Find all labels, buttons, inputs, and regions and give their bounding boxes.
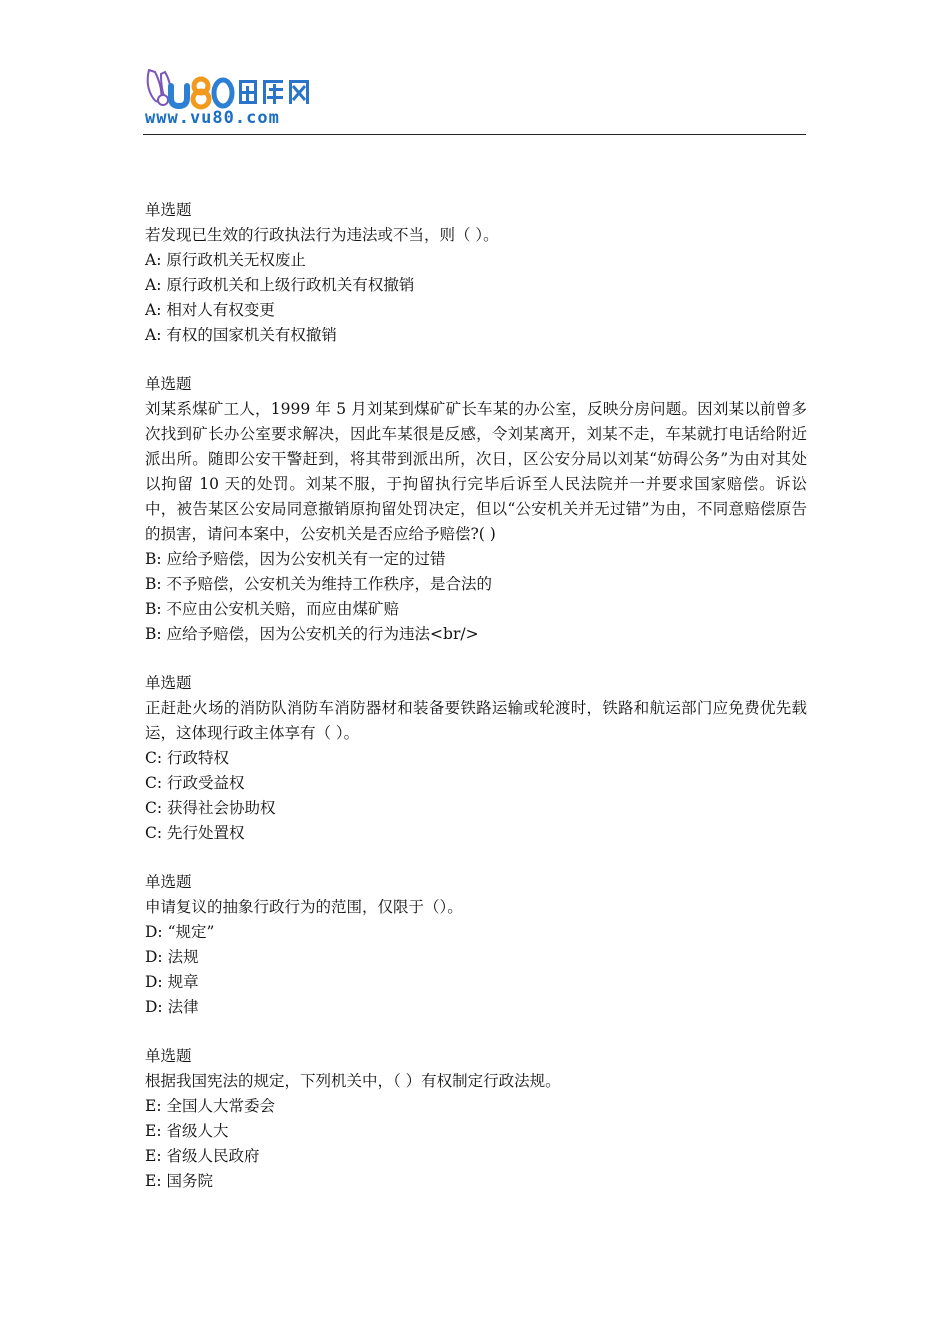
option: C: 行政特权 <box>145 749 230 767</box>
question-stem: 刘某系煤矿工人，1999 年 5 月刘某到煤矿矿长车某的办公室，反映分房问题。因刘某以前曾多次找到矿长办公室要求解决，因此车某很是反感，令刘某离开，刘某不走，车某就打电话给附近派出所。随即公安干警赶到，将其带到派出所，次日，区公安分局以刘某“妨碍公务”为由对其处以拘留 10 天的处罚。刘某不服，于拘留执行完毕后诉至人民法院并一并要求国家赔偿。诉讼中，被告某区公安局同意撤销原拘留处罚决定，但以“公安机关并无过错”为由，不同意赔偿原告的损害，请问本案中，公安机关是否应给予赔偿?( ) <box>145 400 807 543</box>
question-4 <box>145 870 807 1020</box>
option: B: 应给予赔偿，因为公安机关的行为违法<br/> <box>145 625 479 643</box>
option: A: 相对人有权变更 <box>145 301 275 319</box>
question-type: 单选题 <box>145 375 192 393</box>
question-3 <box>145 671 807 846</box>
option: E: 省级人大 <box>145 1122 229 1140</box>
question-type: 单选题 <box>145 1047 192 1065</box>
question-type: 单选题 <box>145 674 192 692</box>
option: C: 获得社会协助权 <box>145 799 276 817</box>
question-stem: 申请复议的抽象行政行为的范围，仅限于（）。 <box>145 898 463 916</box>
page-header <box>143 64 806 136</box>
question-5 <box>145 1044 807 1194</box>
question-2 <box>145 372 807 647</box>
option: E: 国务院 <box>145 1172 213 1190</box>
option: B: 不应由公安机关赔，而应由煤矿赔 <box>145 600 400 618</box>
question-type: 单选题 <box>145 201 192 219</box>
option: C: 先行处置权 <box>145 824 245 842</box>
question-stem: 正赶赴火场的消防队消防车消防器材和装备要铁路运输或轮渡时，铁路和航运部门应免费优先载运，这体现行政主体享有（ ）。 <box>145 699 807 742</box>
question-stem: 根据我国宪法的规定，下列机关中，（ ）有权制定行政法规。 <box>145 1072 561 1090</box>
question-list <box>145 198 807 1218</box>
option: E: 全国人大常委会 <box>145 1097 275 1115</box>
option: B: 不予赔偿，公安机关为维持工作秩序，是合法的 <box>145 575 493 593</box>
question-stem: 若发现已生效的行政执法行为违法或不当，则（ ）。 <box>145 226 499 244</box>
site-url[interactable]: www.vu80.com <box>145 108 280 128</box>
option: E: 省级人民政府 <box>145 1147 260 1165</box>
option: A: 原行政机关和上级行政机关有权撤销 <box>145 276 415 294</box>
option: D: 规章 <box>145 973 199 991</box>
option: D: 法律 <box>145 998 199 1016</box>
option: A: 有权的国家机关有权撤销 <box>145 326 337 344</box>
header-divider <box>143 134 806 135</box>
question-type: 单选题 <box>145 873 192 891</box>
option: D: “规定” <box>145 923 215 941</box>
option: D: 法规 <box>145 948 199 966</box>
option: A: 原行政机关无权废止 <box>145 251 306 269</box>
option: B: 应给予赔偿，因为公安机关有一定的过错 <box>145 550 446 568</box>
option: C: 行政受益权 <box>145 774 245 792</box>
question-1 <box>145 198 807 348</box>
